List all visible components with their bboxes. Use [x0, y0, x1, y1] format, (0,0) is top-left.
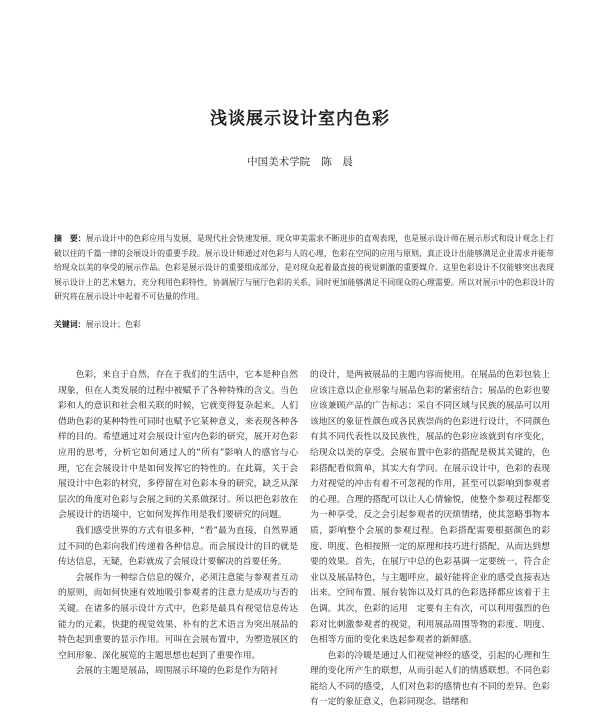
- body-paragraph: 会展作为一种综合信息的媒介，必须注意能与参观者互动的原则，而如何快速有效地吸引参观者的注意力是成功与否的关键。在诸多的展示设计方式中，色彩是最具有视觉信息传达能力的元素，快捷的视觉效果、朴有的艺术语言为突出展品的特色起到重要的显示作用。可叫在会展布置中，为塑造展区的空间形象、深化展览的主题思想也起到了重要作用。: [58, 572, 298, 661]
- body-paragraph: 我们感受世界的方式有很多种，“看”最为直接，自然界通过不同的色彩向我们传递着各种信息。而会展设计的目的就是传达信息，无疑，色彩就成了会展设计要解决的首要任务。: [58, 525, 298, 568]
- author-line: [0, 154, 600, 169]
- abstract-text: 展示设计中的色彩应用与发展，是现代社会快速发展、现众审美需求不断进步的直观表现，也是展示设计师在展示形式和设计观念上打破以往的千篇一律的会展设计的重要手段。展示设计师通过对色彩与人的心理，色彩在空间的应用与原则，真正设计出能够满足企业需求并能带给现众以美的享受的展示作品。色彩是展示设计的重要组成部分，是对现众起着最直接的视觉刺激的重要媒介。这里色彩设计不仅能够突出表现展示设计上的艺术魅力，充分利用色彩特性，协调展厅与展厅色彩的关系，同时更加能够满足不同现众的心理需要。所以对展示中的色彩设计的研究将在展示设计中起着不可估量的作用。: [54, 234, 554, 302]
- body-column-left: [58, 368, 298, 680]
- author-name: 陈 晨: [321, 156, 353, 168]
- author-affiliation: 中国美术学院: [247, 156, 311, 168]
- keywords-text: 展示设计；色彩: [85, 320, 141, 329]
- body-paragraph: 会展的主题是展品，周围展示环境的色彩是作为陪衬: [75, 666, 278, 677]
- body-paragraph: 色彩，来自于自然，存在于我们的生活中，它本是种自然现象，但在人类发展的过程中被赋予了各种特殊的含义。当色彩和人的意识和社会相关联的时候，它就变得复杂起来。人们借助色彩的某种特性可同时也赋予它某种意义，来表现各种各样的目的。希望通过对会展设计室内色彩的研究，展开对色彩应用的思考，分析它如何通过人的“所有”影响人的感官与心理，它在会展设计中是如何发挥它的特性的。在此篇，关于会展设计中色彩的材究，多停留在对色彩本身的研究，缺乏从深层次的角度对色彩与会展之间的关系做探讨。所以把色彩放在会展设计的语境中，它如何发挥作用是我们要研究的问题。: [58, 370, 298, 521]
- paper-title: 浅谈展示设计室内色彩: [210, 109, 390, 129]
- body-column-right: [310, 368, 550, 711]
- body-paragraph-continued: 的设计，是两被展品的主题内容而使用。在展品的色彩包装上应该注意以企业形象与展品色彩的紧密结合；展品的色彩也要应该兼顾产品的广告标志；采自不同区域与民族的展品可以用该地区的象征性颜色或各民族崇尚的色彩进行设计，不同颜色有其不同代表性以及民族性，展品的色彩应该就到有序变化，给现众以美的享受。会展布置中色彩的搭配是极其关键的，色彩搭配看似简单，其实大有学问。在展示设计中，色彩的表现力对视觉的冲击有着不可忽视的作用，甚至可以影响到参观者的心理。合理的搭配可以让人心情愉悦，使整个参观过程都变为一种享受，反之会引起参观者的厌烦情绪，使其忽略事物本质，影响整个会展的参观过程。色彩搭配需要根据颜色的彩度、明度、色相按照一定的原理和技巧进行搭配，从而达到想要的效果。首先，在展厅中总的色彩基调一定要统一，符合企业以及展品特色，与主题呼应，最好能将企业的感受直接表达出来。空间布置、展台装饰以及灯具的色彩选择都应该着于主色调。其次，色彩的运用 定要有主有次，可以利用强烈的色彩对比刺激参观者的视觉，利用展品周围等物的彩度、明度、色相等方面的变化来迭起参观者的新鲜感。: [310, 370, 550, 646]
- abstract: [54, 232, 554, 305]
- keywords: [54, 318, 554, 333]
- abstract-label: 摘 要：: [54, 234, 86, 243]
- keywords-label: 关键词：: [54, 320, 86, 329]
- body-paragraph: 色彩的冷暖是通过人们视觉神经的感受，引起的心理和生理的变化所产生的联想，从而引起人们的情感联想。不同色彩能给人不同的感受，人们对色彩的感情也有不同的差异。色彩有一定的象征意义，色彩同现念、错绪和: [310, 650, 550, 708]
